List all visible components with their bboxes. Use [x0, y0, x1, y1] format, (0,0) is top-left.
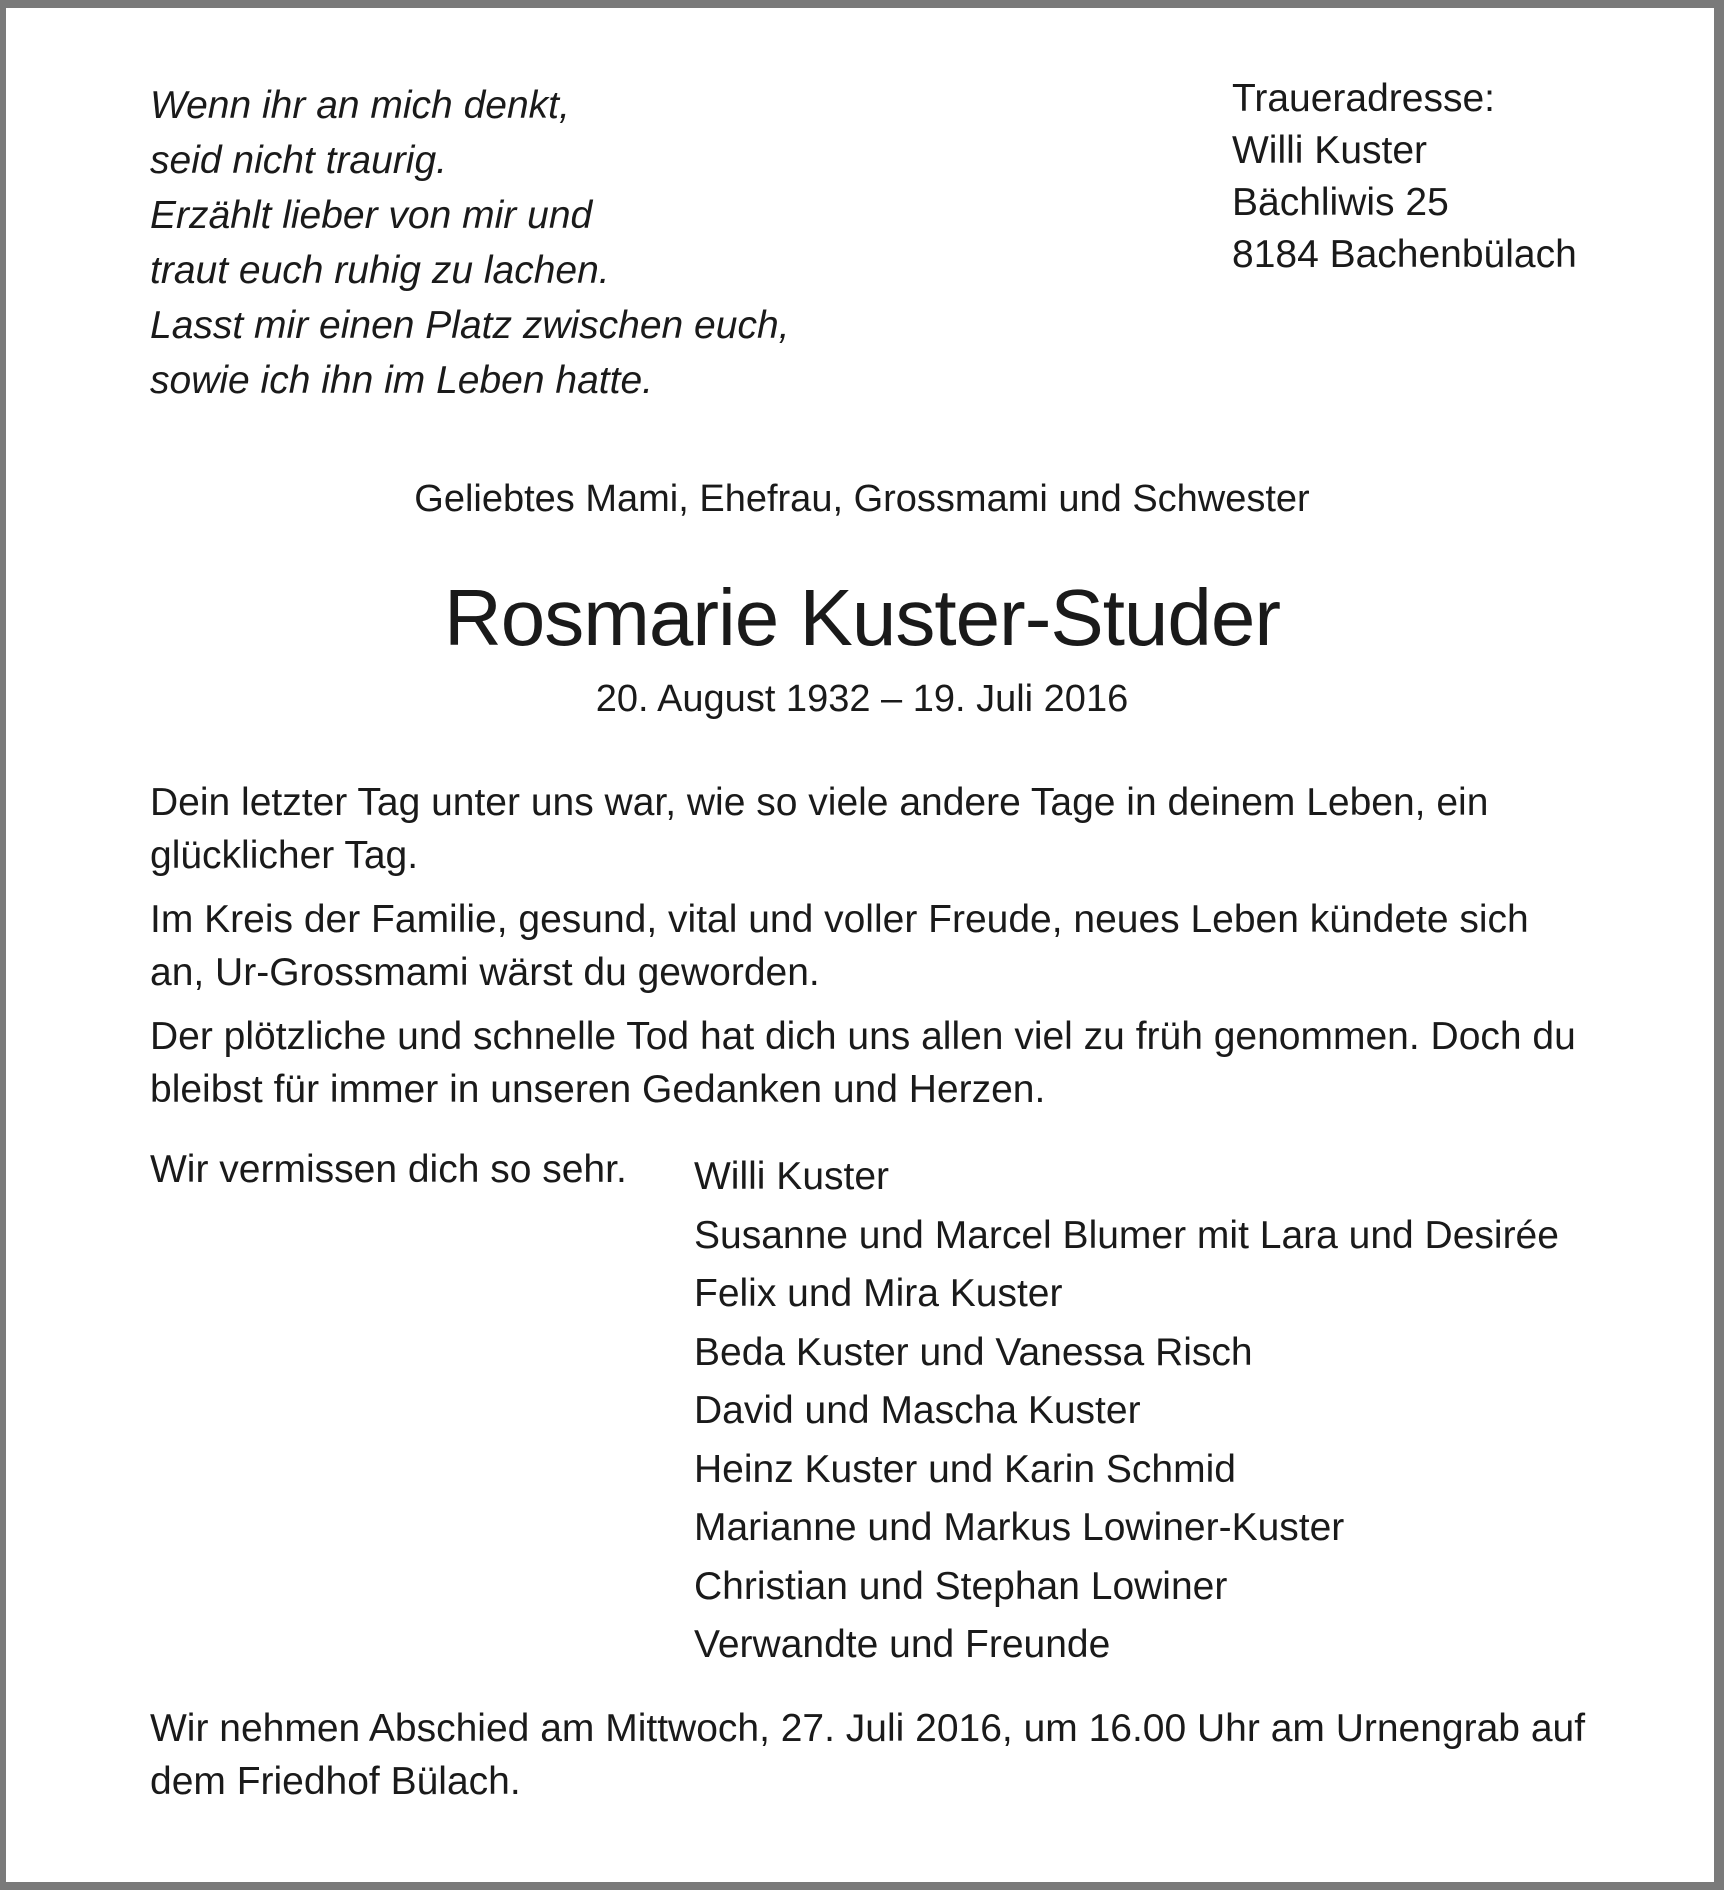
poem-line: Lasst mir einen Platz zwischen euch,	[150, 304, 790, 347]
obituary-paragraph: Der plötzliche und schnelle Tod hat dich uns allen viel zu früh genommen. Doch du bleibst für immer in unseren Gedanken und Herzen.	[150, 1015, 1576, 1111]
life-dates: 20. August 1932 – 19. Juli 2016	[595, 678, 1129, 720]
miss-text: Wir vermissen dich so sehr.	[150, 1148, 627, 1191]
poem-line: Erzählt lieber von mir und	[150, 194, 593, 237]
obituary-paragraph: Im Kreis der Familie, gesund, vital und voller Freude, neues Leben kündete sich an, Ur-Grossmami wärst du geworden.	[150, 898, 1529, 994]
relationship-subtitle: Geliebtes Mami, Ehefrau, Grossmami und Schwester	[414, 478, 1310, 520]
family-member: Willi Kuster	[694, 1155, 890, 1198]
poem-line: seid nicht traurig.	[150, 139, 447, 182]
address-name: Willi Kuster	[1232, 129, 1428, 172]
poem-line: traut euch ruhig zu lachen.	[150, 249, 610, 292]
family-member: David und Mascha Kuster	[694, 1389, 1141, 1432]
mourning-address	[1232, 73, 1577, 281]
poem	[150, 78, 789, 408]
family-member: Felix und Mira Kuster	[694, 1272, 1063, 1315]
family-member: Heinz Kuster und Karin Schmid	[694, 1447, 1236, 1491]
family-member: Beda Kuster und Vanessa Risch	[694, 1330, 1253, 1374]
address-city: 8184 Bachenbülach	[1232, 233, 1577, 276]
family-member: Marianne und Markus Lowiner-Kuster	[694, 1506, 1345, 1549]
family-member: Verwandte und Freunde	[694, 1623, 1111, 1666]
address-street: Bächliwis 25	[1232, 181, 1449, 224]
obituary-text	[150, 776, 1580, 1127]
farewell-notice: Wir nehmen Abschied am Mittwoch, 27. Juli 2016, um 16.00 Uhr am Urnengrab auf dem Friedhof Bülach.	[150, 1707, 1586, 1803]
obituary-paragraph: Dein letzter Tag unter uns war, wie so viele andere Tage in deinem Leben, ein glücklicher Tag.	[150, 781, 1489, 877]
deceased-name: Rosmarie Kuster-Studer	[443, 573, 1281, 662]
family-member: Christian und Stephan Lowiner	[694, 1564, 1228, 1608]
poem-line: sowie ich ihn im Leben hatte.	[150, 359, 653, 402]
family-member: Susanne und Marcel Blumer mit Lara und Desirée	[694, 1213, 1559, 1257]
address-label: Traueradresse:	[1232, 77, 1496, 120]
family-list	[694, 1148, 1559, 1675]
poem-line: Wenn ihr an mich denkt,	[150, 84, 570, 127]
